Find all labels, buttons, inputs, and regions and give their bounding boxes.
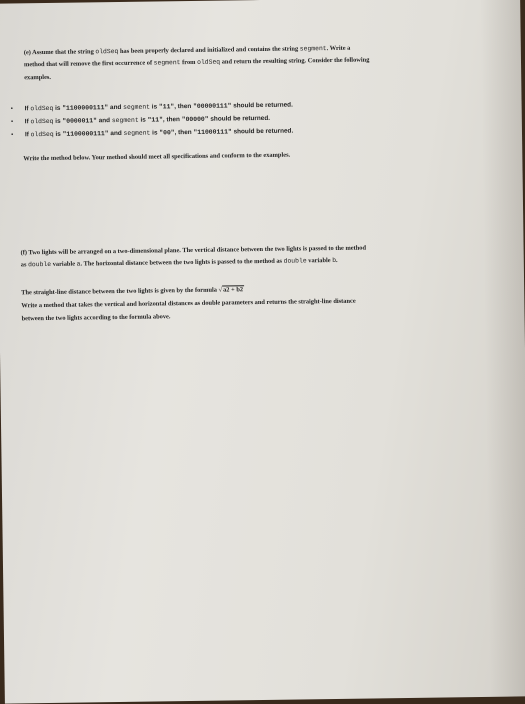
text: If [24, 131, 31, 139]
example-3 [25, 126, 293, 142]
code: "1100000111" [62, 130, 109, 138]
code: oldSeq [30, 104, 54, 113]
text: should be returned. [231, 101, 293, 110]
part-f-line-1: (f) Two lights will be arranged on a two-dimensional plane. The vertical distance between the two lights is passed to the method [20, 244, 367, 257]
code: "11000111" [193, 128, 232, 136]
bullet-2: • [10, 117, 14, 126]
text: from [180, 58, 198, 67]
text: as [20, 261, 29, 269]
text: should be returned. [231, 127, 294, 136]
code: segment [123, 129, 151, 137]
code: segment [111, 116, 139, 125]
text: (e) Assume that the string [23, 48, 96, 57]
code-oldseq: oldSeq [197, 58, 221, 66]
text: variable [51, 260, 77, 268]
code: "1100000111" [62, 104, 109, 112]
radicand: a2 + b2 [223, 286, 244, 294]
code: segment [123, 103, 151, 111]
text: If [24, 105, 31, 113]
part-f-line-4: Write a method that takes the vertical and horizontal distances as double parameters and returns the straight-line distance [21, 297, 356, 310]
code: "00000" [181, 115, 209, 124]
code-segment: segment [153, 59, 181, 67]
text: and return the resulting string. Consider the following [220, 56, 370, 66]
text: , then [162, 116, 182, 124]
code: "00000111" [193, 102, 232, 110]
text: . [335, 256, 338, 264]
code: "00" [159, 129, 175, 137]
code-b: b [332, 256, 337, 265]
text: . The horizontal distance between the two lights is passed to the method as [80, 257, 284, 268]
text: is [53, 104, 63, 112]
code: "11" [147, 116, 163, 124]
part-e-line-3: examples. [24, 73, 52, 82]
text: , then [174, 128, 194, 137]
part-e-instruction: Write the method below. Your method should meet all specifications and conform to the examples. [23, 151, 291, 163]
code-double: double [283, 257, 307, 265]
code-segment: segment [299, 45, 327, 53]
code: oldSeq [30, 130, 54, 139]
text: and [108, 103, 124, 112]
text: If [24, 118, 31, 126]
text: is [149, 103, 159, 111]
bullet-1: • [10, 104, 14, 113]
code-oldseq: oldSeq [95, 47, 119, 56]
text: variable [306, 257, 333, 265]
text: is [150, 129, 160, 137]
code: "11" [158, 103, 175, 111]
text: and [96, 117, 112, 125]
text: has been properly declared and initialized and contains the string [118, 45, 300, 55]
text: . Write a [326, 44, 351, 53]
text: , then [174, 102, 194, 111]
part-f-line-5: between the two lights according to the formula above. [21, 313, 171, 323]
text: should be returned. [208, 114, 271, 123]
code: oldSeq [30, 117, 54, 126]
code-a: a [76, 260, 81, 268]
text: is [138, 116, 148, 124]
code-double: double [28, 260, 52, 269]
square-root-formula: √a2 + b2 [218, 286, 244, 294]
text: The straight-line distance between the two lights is given by the formula [21, 286, 219, 297]
text: method that will remove the first occurrence of [23, 59, 154, 69]
page-shadow [480, 0, 525, 697]
text: is [53, 130, 63, 138]
code: "0000011" [62, 117, 97, 125]
text: and [108, 129, 124, 138]
text: is [53, 117, 63, 125]
bullet-3: • [10, 130, 14, 139]
